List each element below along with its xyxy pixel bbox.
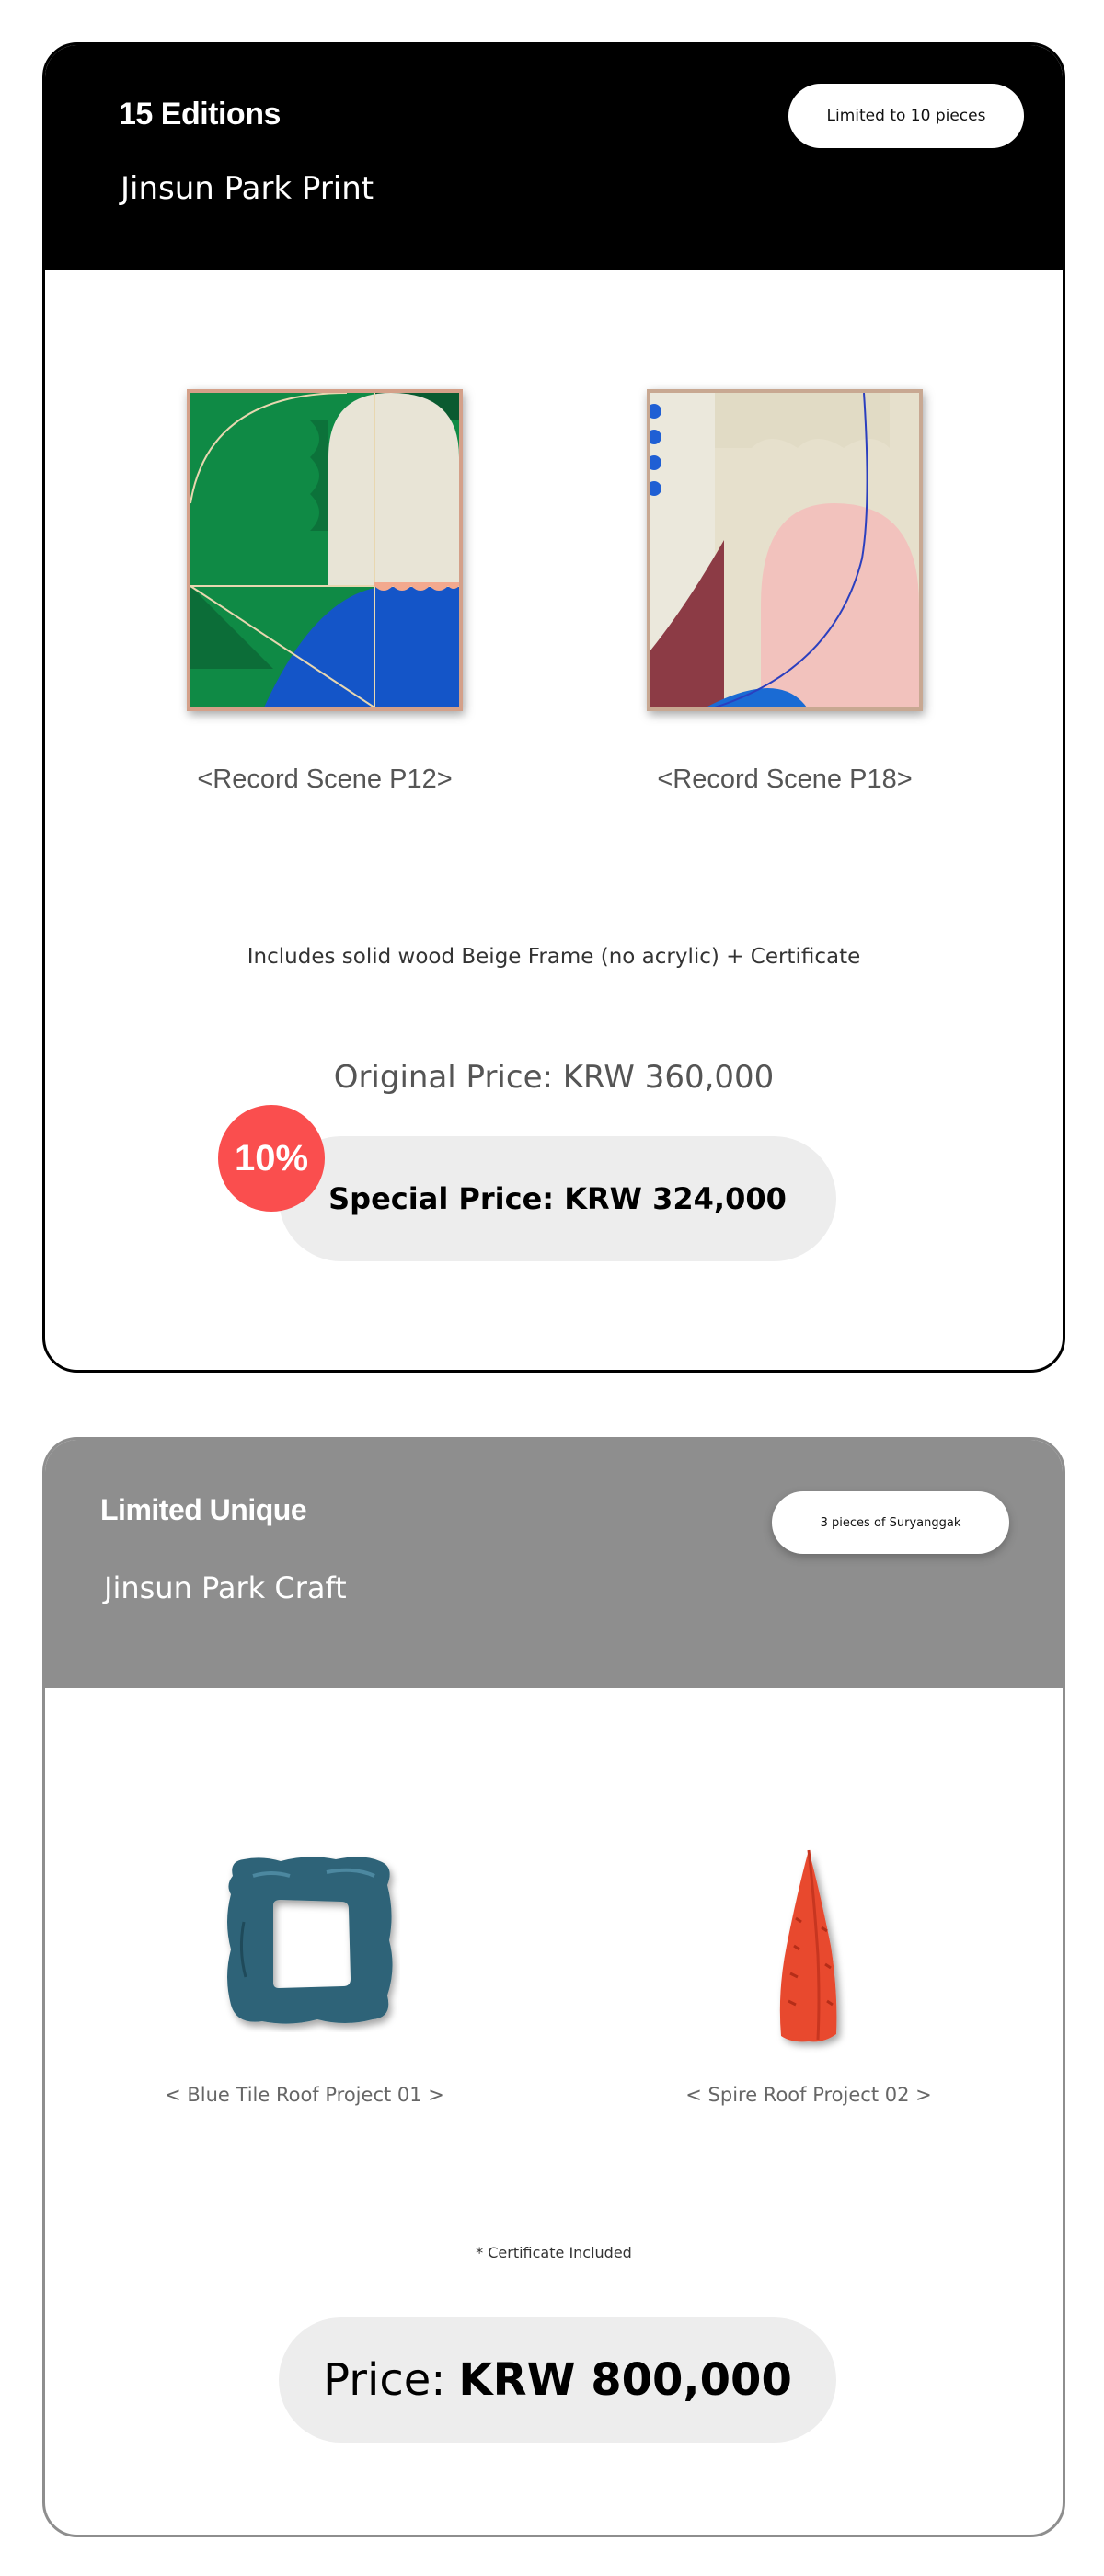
record-scene-p18-caption: <Record Scene P18> [657,765,913,794]
abstract-beige-pink-print-icon [650,393,919,707]
blue-ceramic-square-icon [216,1848,400,2032]
record-scene-p18-artwork[interactable] [647,389,923,711]
craft-card-header [45,1440,1063,1688]
craft-card [42,1437,1065,2537]
print-card [42,42,1065,1373]
print-card-header [45,45,1063,270]
orange-ceramic-spire-icon [753,1845,864,2056]
record-scene-p12-caption: <Record Scene P12> [197,765,453,794]
discount-badge: 10% [218,1105,325,1212]
spire-roof-artwork[interactable] [753,1845,864,2056]
craft-price-pill[interactable] [279,2317,836,2443]
print-limited-pill: Limited to 10 pieces [788,84,1024,148]
price-label: Price: [323,2354,446,2406]
blue-tile-roof-artwork[interactable] [216,1848,400,2032]
spire-roof-caption: < Spire Roof Project 02 > [685,2084,932,2106]
certificate-note: * Certificate Included [476,2244,632,2261]
craft-limited-label: Limited Unique [100,1493,307,1526]
original-price: Original Price: KRW 360,000 [333,1059,775,1096]
craft-title: Jinsun Park Craft [104,1570,347,1605]
blue-tile-roof-caption: < Blue Tile Roof Project 01 > [165,2084,444,2106]
abstract-green-blue-print-icon [190,393,459,707]
price-value: KRW 800,000 [458,2354,792,2406]
craft-pieces-pill: 3 pieces of Suryanggak [772,1491,1009,1554]
print-editions-label: 15 Editions [119,97,281,132]
print-title: Jinsun Park Print [121,170,374,207]
special-price-pill[interactable]: Special Price: KRW 324,000 [279,1136,836,1261]
frame-certificate-note: Includes solid wood Beige Frame (no acrylic) + Certificate [247,945,861,969]
record-scene-p12-artwork[interactable] [187,389,463,711]
